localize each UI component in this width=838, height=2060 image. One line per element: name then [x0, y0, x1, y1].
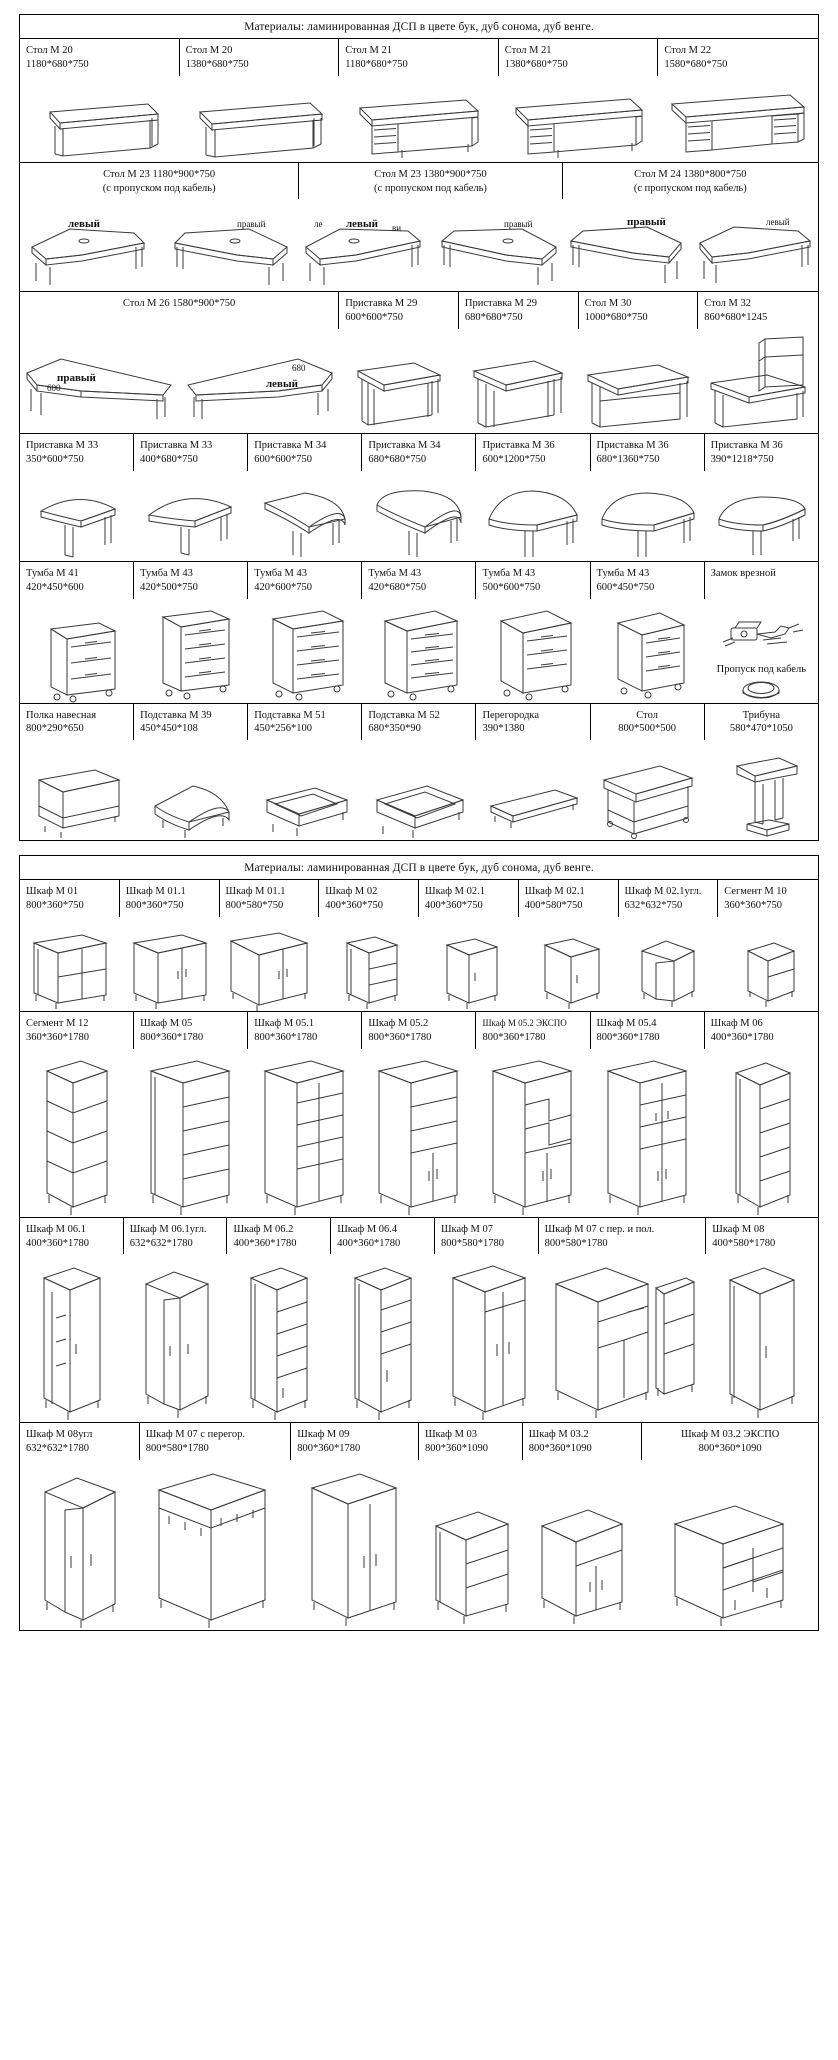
block-shkaf-m01-segment-m10: [20, 880, 818, 1012]
block-tables-m20-m22: [20, 39, 818, 163]
block-tables-m26-m32: [20, 292, 818, 434]
svg-text:правый: правый: [56, 372, 96, 385]
svg-text:680: 680: [292, 363, 306, 374]
item-size: 350*600*750: [26, 454, 84, 466]
item-size: 420*600*750: [254, 581, 312, 593]
product-illustration-shkaf-m08: [706, 1258, 818, 1422]
item-title: Стол М 22: [664, 45, 712, 56]
item-header: [20, 292, 339, 329]
product-illustration-podstavka-m52: [362, 746, 476, 840]
item-header: [124, 1218, 228, 1255]
item-header: [134, 1012, 248, 1049]
item-size: 1380*680*750: [504, 58, 568, 70]
product-illustration-pristavka-m33a: [20, 475, 134, 561]
item-size: 390*1218*750: [710, 454, 774, 466]
item-header: [248, 1012, 362, 1049]
item-title: Стол М 21: [345, 45, 392, 56]
item-size: 360*360*750: [724, 900, 782, 912]
product-illustration-tumba-m43b: [248, 599, 362, 703]
item-size: 450*450*108: [140, 723, 198, 735]
item-title: Стол М 30: [584, 298, 632, 310]
item-size: 420*680*750: [368, 581, 427, 593]
item-header: [180, 39, 340, 76]
item-title: Шкаф М 01: [26, 886, 79, 898]
product-illustration-desk-m32: [698, 333, 818, 433]
block-shkaf-m08ugl-m03-2expo: [20, 1423, 818, 1630]
item-title: Тумба М 43: [368, 567, 422, 579]
item-header: [658, 39, 818, 76]
item-title: Шкаф М 07: [440, 1223, 494, 1235]
item-title: Полка навесная: [26, 709, 97, 721]
block-segment-m12-shkaf-m06: [20, 1012, 818, 1218]
item-header: [20, 880, 120, 917]
item-header: [698, 292, 818, 329]
product-illustration-pristavka-m36b: [591, 475, 705, 561]
item-size: 800*580*1780: [544, 1237, 608, 1249]
svg-text:правый: правый: [627, 216, 667, 229]
item-size: 600*600*750: [254, 454, 312, 466]
item-size: 860*680*1245: [704, 312, 768, 324]
item-size: 800*580*750: [225, 900, 284, 912]
item-size: 400*580*750: [524, 900, 583, 912]
product-illustration-pristavka-m34b: [362, 475, 476, 561]
item-header: [339, 39, 499, 76]
item-title: Шкаф М 01.1: [225, 886, 286, 898]
item-size: 420*450*600: [26, 581, 84, 593]
product-illustration-pristavka-m29a: [339, 337, 459, 433]
block-tables-m23-m24: [20, 163, 818, 293]
item-size: 800*360*750: [125, 900, 184, 912]
item-title: Шкаф М 05: [140, 1018, 193, 1030]
item-header: [563, 163, 818, 200]
item-header: [705, 1012, 818, 1049]
item-title: Замок врезной: [710, 567, 776, 579]
item-title: Приставка М 33: [140, 440, 213, 452]
item-header: [523, 1423, 643, 1460]
svg-text:левый: левый: [766, 217, 790, 228]
item-title: Стол М 20: [26, 45, 73, 56]
product-illustration-pristavka-m29b: [459, 337, 579, 433]
product-illustration-desk-m24-right: [563, 203, 691, 291]
item-title: Перегородка: [482, 709, 540, 721]
product-illustration-pristavka-m33b: [134, 475, 248, 561]
product-illustration-segment-m12: [20, 1053, 134, 1217]
svg-text:ле: ле: [314, 219, 323, 230]
item-title: Тумба М 43: [254, 567, 307, 579]
item-size: 400*360*750: [325, 900, 383, 912]
product-illustration-shkaf-m07-pereg-pol: [539, 1258, 707, 1422]
item-header: [362, 434, 476, 471]
item-header: [248, 704, 362, 741]
catalog-banner-2: Материалы: ламинированная ДСП в цвете бук, дуб сонома, дуб венге.: [20, 856, 818, 880]
item-size: 1180*680*750: [26, 58, 89, 70]
item-header: [476, 562, 590, 599]
svg-text:600: 600: [46, 383, 61, 394]
product-illustration-wall-shelf: [20, 746, 134, 840]
product-illustration-shkaf-m06-1-corner: [124, 1258, 228, 1422]
svg-text:ви: ви: [392, 223, 402, 234]
item-header: [20, 1012, 134, 1049]
item-title: Тумба М 43: [140, 567, 193, 579]
item-title: Стол М 23 1380*900*750: [374, 168, 487, 180]
item-header: [579, 292, 699, 329]
item-header: [419, 1423, 523, 1460]
item-header: [20, 1218, 124, 1255]
svg-text:правый: правый: [237, 219, 266, 230]
item-header: [519, 880, 619, 917]
cable-port-note: Пропуск под кабель: [716, 663, 806, 675]
item-title: Шкаф М 08: [712, 1223, 765, 1235]
product-illustration-podstavka-m39: [134, 746, 248, 840]
item-header: [20, 434, 134, 471]
item-size: 420*500*750: [140, 581, 198, 593]
product-illustration-shkaf-m02: [319, 921, 419, 1011]
product-illustration-desk-m22: [658, 78, 818, 162]
item-header: [227, 1218, 331, 1255]
item-size: 450*256*100: [254, 723, 312, 735]
item-size: 400*360*750: [425, 900, 483, 912]
item-title: Шкаф М 05.2: [368, 1018, 429, 1030]
item-title: Стол М 20: [185, 45, 233, 56]
item-size: 800*360*1780: [140, 1031, 204, 1043]
item-size: 600*600*750: [345, 312, 403, 324]
item-header: [718, 880, 818, 917]
item-title: Сегмент М 10: [724, 886, 787, 898]
product-illustration-desk-m23-left: [20, 203, 160, 291]
product-illustration-peregorodka: [476, 746, 590, 840]
item-size: 400*680*750: [140, 454, 198, 466]
item-header: [248, 434, 362, 471]
item-size: 1380*680*750: [185, 58, 249, 70]
product-illustration-shkaf-m06: [705, 1053, 818, 1217]
item-size: 800*290*650: [26, 723, 84, 735]
item-title: Приставка М 36: [482, 440, 555, 452]
item-title: Шкаф М 06.1угл.: [129, 1223, 207, 1235]
product-illustration-shkaf-m02-1b: [519, 921, 619, 1011]
item-title: Шкаф М 02.1: [524, 886, 585, 898]
product-illustration-desk-m26-left: [180, 333, 340, 433]
svg-text:левый: левый: [67, 218, 100, 231]
item-size: 1000*680*750: [584, 312, 648, 324]
item-size: 800*580*1780: [440, 1237, 504, 1249]
item-title: Стол М 23 1180*900*750: [103, 168, 216, 180]
item-title: Шкаф М 02.1угл.: [624, 886, 702, 898]
item-header: [140, 1423, 292, 1460]
item-header: [459, 292, 579, 329]
item-header: [539, 1218, 707, 1255]
item-title: Шкаф М 02.1: [425, 886, 485, 898]
item-size: 600*450*750: [596, 581, 655, 593]
item-header: [591, 434, 705, 471]
item-title: Шкаф М 05.4: [596, 1018, 657, 1030]
item-title: Стол: [636, 709, 658, 721]
item-title: Шкаф М 05.1: [254, 1018, 315, 1030]
item-size: 800*360*750: [26, 900, 84, 912]
product-illustration-shkaf-m03-2-expo: [642, 1464, 818, 1630]
item-header: [220, 880, 320, 917]
item-size: 400*360*1780: [710, 1031, 774, 1043]
product-illustration-desk-m23b-left: [299, 203, 431, 291]
product-illustration-table-800x500: [591, 746, 705, 840]
item-title: Трибуна: [742, 709, 780, 721]
item-header: [499, 39, 659, 76]
item-header: [476, 434, 590, 471]
block-tumby-m41-m43: [20, 562, 818, 704]
product-illustration-shkaf-m09: [291, 1464, 419, 1630]
product-illustration-desk-m20a: [20, 82, 180, 162]
item-header: [591, 1012, 705, 1049]
product-illustration-shkaf-m06-1: [20, 1258, 124, 1422]
item-size: 800*360*1780: [596, 1031, 660, 1043]
product-illustration-shkaf-m07-pereg: [140, 1464, 292, 1630]
product-illustration-shkaf-m08-corner: [20, 1464, 140, 1630]
item-title: Шкаф М 06: [710, 1018, 763, 1030]
product-illustration-tribuna: [705, 744, 818, 840]
item-size: 680*680*750: [368, 454, 427, 466]
item-header: [706, 1218, 818, 1255]
item-size: 800*360*1780: [368, 1031, 432, 1043]
item-note: (с пропуском под кабель): [102, 182, 216, 194]
item-header: [362, 704, 476, 741]
product-illustration-shkaf-m05: [134, 1053, 248, 1217]
item-title: Сегмент М 12: [26, 1018, 89, 1030]
item-title: Приставка М 34: [368, 440, 441, 452]
item-header: [419, 880, 519, 917]
product-illustration-desk-m24-left: [690, 203, 818, 291]
item-title: Шкаф М 05.2 ЭКСПО: [482, 1018, 567, 1029]
item-title: Шкаф М 03: [424, 1429, 478, 1441]
item-header: [248, 562, 362, 599]
product-illustration-tumba-m43d: [476, 599, 590, 703]
item-size: 680*680*750: [464, 312, 523, 324]
catalog-tables: [19, 14, 819, 841]
item-header: [134, 562, 248, 599]
product-illustration-desk-m21b: [499, 80, 659, 162]
item-header: [705, 434, 818, 471]
item-size: 500*600*750: [482, 581, 541, 593]
item-title: Шкаф М 07 с перегор.: [145, 1429, 246, 1441]
product-illustration-tumba-m43e: [591, 599, 705, 703]
item-size: 600*1200*750: [482, 454, 546, 466]
item-header: [705, 562, 818, 599]
item-header: [619, 880, 719, 917]
item-title: Подставка М 39: [140, 709, 212, 721]
product-illustration-pristavka-m34a: [248, 475, 362, 561]
item-header: [20, 1423, 140, 1460]
product-illustration-shkaf-m01: [20, 921, 120, 1011]
item-header: [20, 562, 134, 599]
item-title: Приставка М 36: [596, 440, 669, 452]
item-title: Тумба М 43: [482, 567, 536, 579]
item-header: [476, 704, 590, 741]
item-header: [339, 292, 459, 329]
product-illustration-desk-m26-right: [20, 333, 180, 433]
product-illustration-desk-m30: [579, 337, 699, 433]
item-size: 800*500*500: [618, 723, 676, 735]
product-illustration-tumba-m43a: [134, 599, 248, 703]
accessory-lock-and-cable-port: [705, 610, 818, 703]
item-header: [331, 1218, 435, 1255]
svg-text:левый: левый: [266, 378, 299, 391]
product-illustration-shkaf-m02-1-corner: [619, 921, 719, 1011]
item-size: 632*632*1780: [129, 1237, 193, 1249]
item-header: [299, 163, 562, 200]
item-size: 360*360*1780: [26, 1031, 89, 1043]
item-header: [20, 163, 299, 200]
item-title: Приставка М 36: [710, 440, 783, 452]
item-header: [120, 880, 220, 917]
item-size: 680*1360*750: [596, 454, 660, 466]
item-title: Шкаф М 06.1: [26, 1223, 86, 1235]
block-pristavki-m33-m36: [20, 434, 818, 562]
item-title: Шкаф М 08угл: [26, 1429, 93, 1441]
product-illustration-tumba-m43c: [362, 599, 476, 703]
item-title: Стол М 21: [504, 45, 552, 56]
item-header: [134, 434, 248, 471]
item-title: Стол М 26 1580*900*750: [122, 298, 236, 310]
item-header: [435, 1218, 539, 1255]
item-header: [20, 704, 134, 741]
product-illustration-shkaf-m01-1a: [120, 921, 220, 1011]
item-size: 580*470*1050: [729, 723, 793, 735]
product-illustration-shkaf-m05-1: [248, 1053, 362, 1217]
product-illustration-desk-m23-right: [160, 203, 300, 291]
product-illustration-shkaf-m05-2: [362, 1053, 476, 1217]
item-title: Приставка М 34: [254, 440, 327, 452]
item-size: 632*632*1780: [26, 1443, 89, 1455]
item-size: 390*1380: [482, 723, 525, 735]
item-header: [705, 704, 818, 741]
item-title: Шкаф М 07 с пер. и пол.: [544, 1223, 655, 1235]
item-size: 1580*680*750: [664, 58, 728, 70]
item-note: (с пропуском под кабель): [374, 182, 487, 194]
item-header: [362, 562, 476, 599]
item-title: Шкаф М 03.2 ЭКСПО: [680, 1429, 780, 1441]
item-title: Приставка М 29: [345, 298, 418, 310]
item-title: Шкаф М 01.1: [125, 886, 186, 898]
item-size: 800*360*1090: [528, 1443, 592, 1455]
item-note: (с пропуском под кабель): [633, 182, 747, 194]
item-header: [591, 704, 705, 741]
product-illustration-shkaf-m07: [435, 1258, 539, 1422]
item-header: [476, 1012, 590, 1049]
item-size: 800*360*1780: [254, 1031, 318, 1043]
product-illustration-shkaf-m05-2-expo: [476, 1053, 590, 1217]
product-illustration-desk-m23b-right: [431, 203, 563, 291]
item-size: 680*350*90: [368, 723, 421, 735]
product-illustration-shkaf-m02-1a: [419, 921, 519, 1011]
product-illustration-podstavka-m51: [248, 746, 362, 840]
product-illustration-shkaf-m05-4: [591, 1053, 705, 1217]
item-size: 800*360*1090: [698, 1443, 762, 1455]
item-title: Шкаф М 06.2: [233, 1223, 294, 1235]
product-illustration-shkaf-m03-2: [523, 1464, 643, 1630]
item-title: Подставка М 52: [368, 709, 440, 721]
svg-text:левый: левый: [346, 218, 379, 231]
product-illustration-shkaf-m06-2: [227, 1258, 331, 1422]
product-illustration-pristavka-m36a: [476, 475, 590, 561]
item-title: Тумба М 41: [26, 567, 79, 579]
item-size: 1180*680*750: [345, 58, 408, 70]
item-size: 632*632*750: [624, 900, 683, 912]
item-title: Стол М 24 1380*800*750: [634, 168, 747, 180]
item-title: Подставка М 51: [254, 709, 326, 721]
product-illustration-desk-m20b: [180, 82, 340, 162]
item-size: 400*360*1780: [337, 1237, 401, 1249]
product-illustration-shkaf-m01-1b: [220, 921, 320, 1011]
item-title: Тумба М 43: [596, 567, 650, 579]
catalog-banner-1: Материалы: ламинированная ДСП в цвете бук, дуб сонома, дуб венге.: [20, 15, 818, 39]
item-title: Стол М 32: [704, 298, 752, 310]
item-title: Шкаф М 09: [297, 1429, 350, 1441]
item-title: Приставка М 33: [26, 440, 99, 452]
item-size: 400*360*1780: [233, 1237, 297, 1249]
item-size: 800*360*1780: [297, 1443, 361, 1455]
item-title: Шкаф М 03.2: [528, 1429, 589, 1441]
item-header: [20, 39, 180, 76]
item-size: 800*360*1780: [482, 1031, 546, 1043]
svg-text:правый: правый: [503, 219, 533, 230]
block-shkaf-m06-1-m08: [20, 1218, 818, 1424]
product-illustration-desk-m21a: [339, 80, 499, 162]
item-size: 400*360*1780: [26, 1237, 89, 1249]
product-illustration-shkaf-m03: [419, 1464, 523, 1630]
item-header: [642, 1423, 818, 1460]
item-title: Приставка М 29: [464, 298, 538, 310]
item-header: [591, 562, 705, 599]
item-header: [362, 1012, 476, 1049]
catalog-cabinets: [19, 855, 819, 1631]
item-header: [134, 704, 248, 741]
block-polka-tribuna: [20, 704, 818, 841]
item-size: 400*580*1780: [712, 1237, 776, 1249]
catalog-page: [0, 14, 838, 1631]
item-title: Шкаф М 06.4: [337, 1223, 398, 1235]
item-size: 800*580*1780: [145, 1443, 209, 1455]
product-illustration-pristavka-m36c: [705, 475, 818, 561]
product-illustration-tumba-m41: [20, 603, 134, 703]
product-illustration-shkaf-m06-4: [331, 1258, 435, 1422]
item-header: [291, 1423, 419, 1460]
product-illustration-segment-m10: [718, 921, 818, 1011]
item-size: 800*360*1090: [424, 1443, 488, 1455]
item-header: [319, 880, 419, 917]
item-title: Шкаф М 02: [325, 886, 378, 898]
